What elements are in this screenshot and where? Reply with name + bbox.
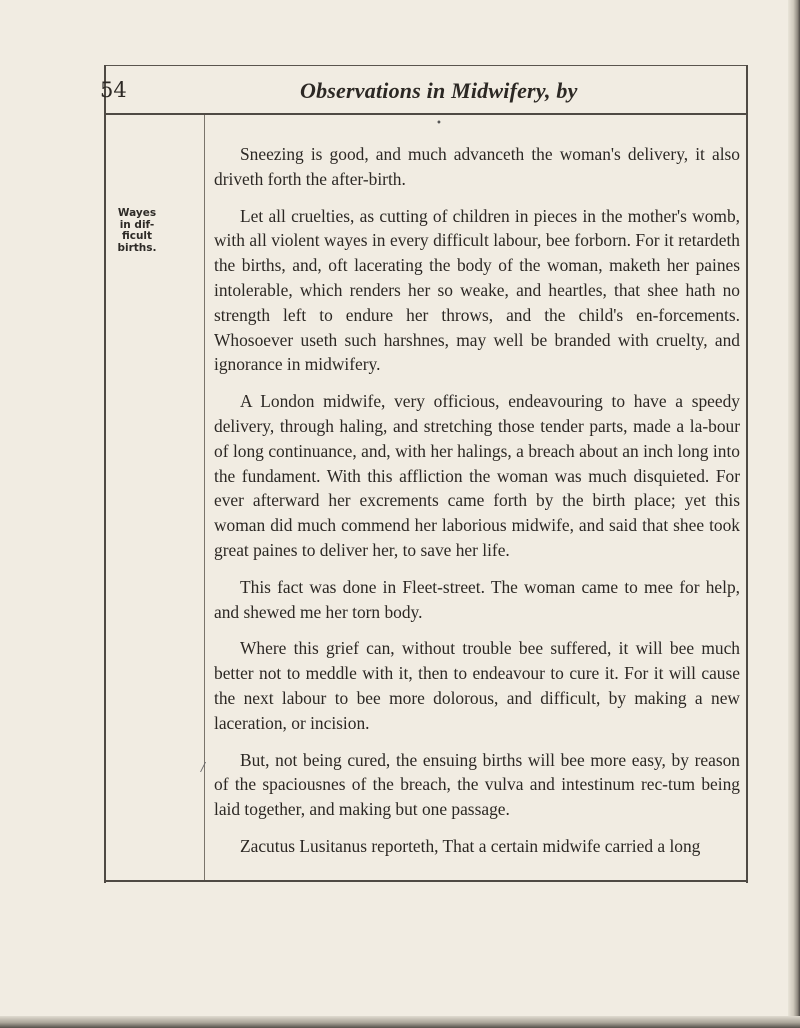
paragraph: A London midwife, very officious, endeavouring to have a speedy delivery, through haling, and stretching those tender parts, made a la-bour of long continuance, and, with her halings, a breach about an inch long into the fundament. With this affliction the woman was much disquieted. For ever afterward her excrements came forth by the birth place; yet this woman did much commend her laborious midwife, and said that shee took great paines to deliver her, to save her life. <box>214 391 740 560</box>
margin-note <box>107 208 167 254</box>
page-number: 54 <box>100 78 127 102</box>
margin-note-line: ficult <box>121 230 153 242</box>
paragraph: Let all cruelties, as cutting of children in pieces in the mother's womb, with all violent wayes in every difficult labour, bee forborn. For it retardeth the births, and, oft lacerating the body of the woman, maketh her paines intolerable, which renders her so weake, and heartles, that shee hath no strength left to endure her throws, and the child's en-forcements. Whosoever useth such harshnes, may well be branded with cruelty, and ignorance in midwifery. <box>214 205 740 375</box>
frame-bottom-rule <box>104 880 748 882</box>
paragraph: Zacutus Lusitanus reporteth, That a certain midwife carried a long <box>240 835 701 856</box>
page-edge-shadow <box>788 0 800 1028</box>
margin-note-line: Wayes <box>117 207 157 219</box>
paragraph: This fact was done in Fleet-street. The woman came to mee for help, and shewed me her torn body. <box>214 576 740 622</box>
margin-note-line: births. <box>117 241 157 254</box>
frame-right-rule <box>746 65 748 883</box>
paragraph: Sneezing is good, and much advanceth the woman's delivery, it also driveth forth the after-birth. <box>214 144 740 189</box>
paragraph: But, not being cured, the ensuing births will bee more easy, by reason of the spaciousnes of the breach, the vulva and intestinum rec-tum being laid together, and making but one passage. <box>214 749 740 820</box>
frame-left-rule <box>104 65 106 883</box>
body-text <box>214 142 740 859</box>
printer-tick-mark: • <box>436 118 442 129</box>
running-title: Observations in Midwifery, by <box>300 78 578 103</box>
margin-note-line: in dif- <box>119 218 155 231</box>
paragraph: Where this grief can, without trouble bee suffered, it will bee much better not to meddle with it, then to endeavour to cure it. For it will cause the next labour to bee more dolorous, and difficult, by making a new laceration, or incision. <box>214 638 740 733</box>
page-bottom-edge <box>0 1016 800 1028</box>
stray-ink-mark: / <box>201 760 206 774</box>
header-rule <box>104 113 748 115</box>
